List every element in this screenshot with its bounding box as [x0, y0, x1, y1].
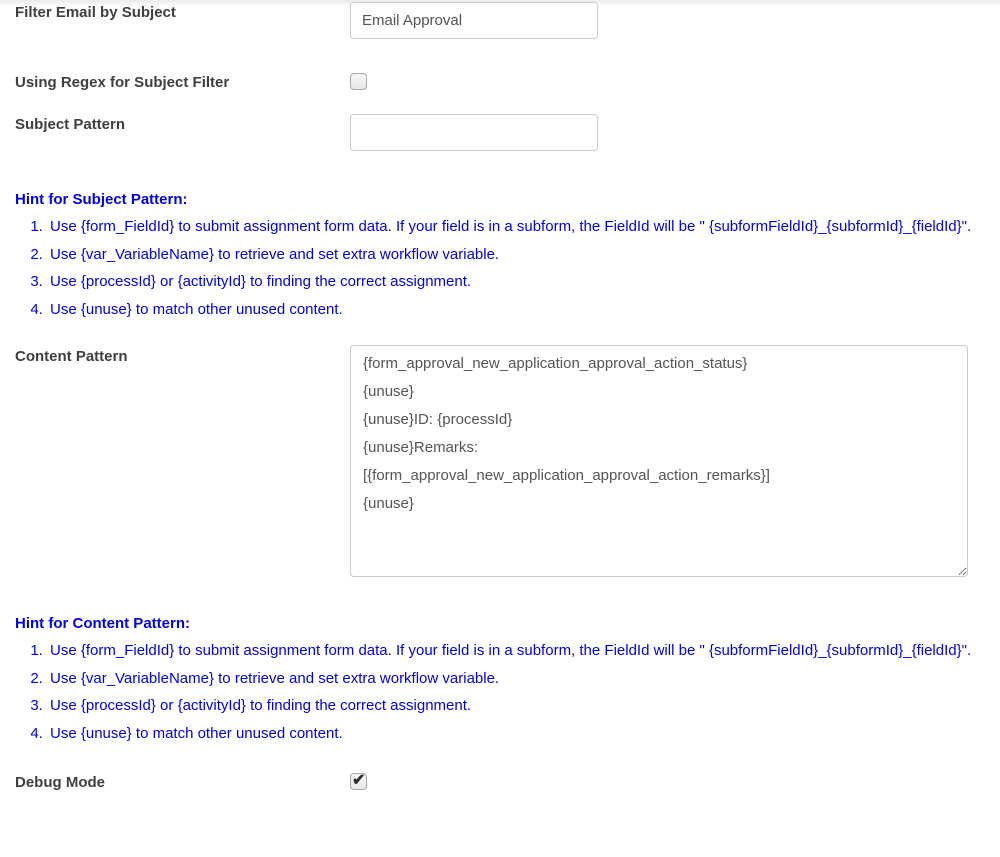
filter-email-by-subject-label: Filter Email by Subject [15, 4, 176, 21]
hint-subject-pattern [15, 186, 985, 323]
hint-subject-pattern-list [15, 213, 985, 323]
hint-content-pattern-list [15, 637, 985, 747]
content-pattern-label: Content Pattern [15, 348, 128, 365]
row-content-pattern [15, 345, 985, 577]
hint-item: 1. Use {form_FieldId} to submit assignment form data. If your field is in a subform, the FieldId will be " {subformFieldId}_{subformId}_{fieldId}". [47, 213, 985, 241]
subject-pattern-label: Subject Pattern [15, 116, 126, 133]
hint-item: 3. Use {processId} or {activityId} to finding the correct assignment. [47, 692, 985, 720]
row-using-regex [15, 72, 985, 92]
hint-item: 4. Use {unuse} to match other unused content. [47, 296, 985, 324]
subject-pattern-input[interactable] [350, 114, 598, 151]
hint-content-pattern-title: Hint for Content Pattern: [15, 615, 190, 632]
checkmark-icon: ✔ [352, 772, 366, 789]
hint-item: 1. Use {form_FieldId} to submit assignment form data. If your field is in a subform, the FieldId will be " {subformFieldId}_{subformId}_{fieldId}". [47, 637, 985, 665]
filter-email-by-subject-input[interactable] [350, 2, 598, 39]
hint-item: 2. Use {var_VariableName} to retrieve and set extra workflow variable. [47, 665, 985, 693]
debug-mode-checkbox[interactable] [350, 773, 367, 790]
debug-mode-label: Debug Mode [15, 774, 105, 791]
hint-content-pattern [15, 610, 985, 747]
row-subject-pattern [15, 114, 985, 151]
content-pattern-textarea[interactable] [350, 345, 968, 577]
using-regex-checkbox[interactable] [350, 73, 367, 90]
hint-item: 3. Use {processId} or {activityId} to finding the correct assignment. [47, 268, 985, 296]
row-debug-mode [15, 772, 985, 792]
hint-subject-pattern-title: Hint for Subject Pattern: [15, 191, 188, 208]
hint-item: 2. Use {var_VariableName} to retrieve and set extra workflow variable. [47, 241, 985, 269]
row-filter-email-by-subject [15, 2, 985, 39]
using-regex-label: Using Regex for Subject Filter [15, 74, 230, 91]
hint-item: 4. Use {unuse} to match other unused content. [47, 720, 985, 748]
